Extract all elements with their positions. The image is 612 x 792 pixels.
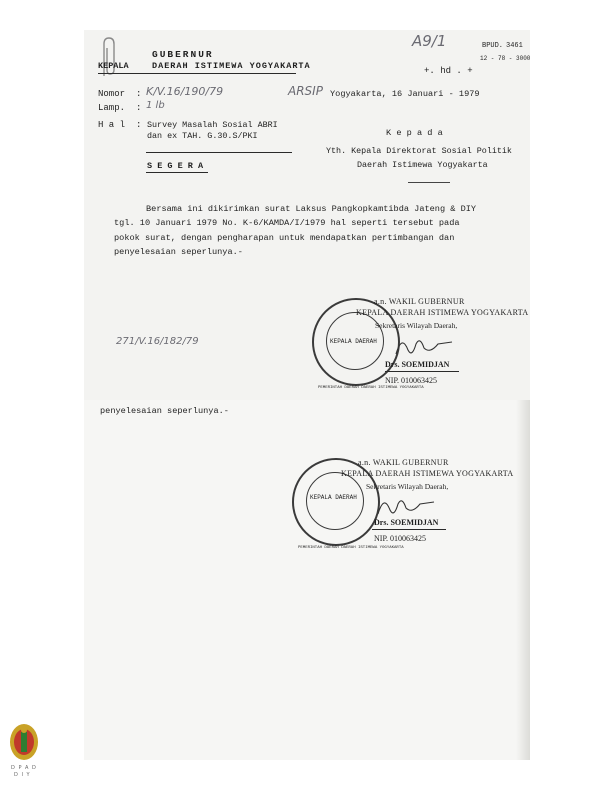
- body-line-4: penyelesaian seperlunya.-: [114, 247, 243, 257]
- sign-an: a.n. WAKIL GUBERNUR: [374, 297, 465, 306]
- copy-sign-nip: NIP. 010063425: [374, 534, 427, 543]
- bpud-label: BPUD.: [482, 42, 504, 50]
- copy-sign-title: KEPALA DAERAH ISTIMEWA YOGYAKARTA: [341, 469, 514, 478]
- sign-name: Drs. SOEMIDJAN: [385, 360, 450, 369]
- heading-title: GUBERNUR: [152, 49, 214, 60]
- body-line-2: tgl. 10 Januari 1979 No. K-6/KAMDA/I/1979 hal seperti tersebut pada: [114, 218, 460, 228]
- paperclip-icon: [96, 36, 122, 78]
- copy-signature-icon: [372, 492, 442, 520]
- letter-copy-page: [84, 400, 530, 760]
- recipient-line-2: Daerah Istimewa Yogyakarta: [357, 160, 488, 170]
- hal-line-2: dan ex TAH. G.30.S/PKI: [147, 131, 258, 141]
- body-line-3: pokok surat, dengan pengharapan untuk mendapatkan pertimbangan dan: [114, 233, 455, 243]
- nomor-label: Nomor: [98, 89, 126, 99]
- dpad-logo-text-2: D I Y: [14, 772, 31, 778]
- sign-name-underline: [385, 371, 459, 372]
- nomor-value: K/V.16/190/79: [146, 85, 224, 98]
- copy-sign-name-underline: [372, 529, 446, 530]
- dpad-logo-text-1: D P A D: [11, 765, 37, 771]
- recipient-underline: [408, 182, 450, 183]
- urgency-label: S E G E R A: [147, 161, 204, 171]
- heading-underline: [98, 73, 296, 74]
- copy-body-tail: penyelesaian seperlunya.-: [100, 406, 229, 416]
- stamp-center-text: KEPALA DAERAH: [330, 338, 377, 345]
- margin-note: 271/V.16/182/79: [116, 336, 199, 347]
- kepada-label: K e p a d a: [386, 128, 443, 138]
- dpad-logo-icon: [8, 722, 40, 764]
- copy-sign-role: Sekretaris Wilayah Daerah,: [366, 482, 449, 491]
- hal-label: H a l: [98, 120, 126, 130]
- copy-stamp-ring-text: PEMERINTAH DAERAH DAERAH ISTIMEWA YOGYAKARTA: [298, 546, 404, 550]
- bpud-code: 12 - 78 - 3000: [480, 55, 531, 62]
- hal-line-1: Survey Masalah Sosial ABRI: [147, 120, 278, 130]
- bpud-number: 3461: [506, 42, 523, 50]
- lamp-label: Lamp.: [98, 103, 126, 113]
- heading-region: DAERAH ISTIMEWA YOGYAKARTA: [152, 61, 311, 71]
- signature-icon: [390, 332, 460, 360]
- recipient-line-1: Yth. Kepala Direktorat Sosial Politik: [326, 146, 512, 156]
- sign-role: Sekretaris Wilayah Daerah,: [375, 321, 458, 330]
- copy-stamp-center-text: KEPALA DAERAH: [310, 494, 357, 501]
- lamp-value: 1 lb: [146, 100, 165, 111]
- sign-title: KEPALA DAERAH ISTIMEWA YOGYAKARTA: [356, 308, 529, 317]
- page-edge-shadow: [516, 400, 530, 760]
- stamp-ring-text: PEMERINTAH DAERAH DAERAH ISTIMEWA YOGYAKARTA: [318, 386, 424, 390]
- heading-kepala: KEPALA: [98, 61, 129, 71]
- place-date: Yogyakarta, 16 Januari - 1979: [330, 89, 480, 99]
- copy-sign-an: a.n. WAKIL GUBERNUR: [358, 458, 449, 467]
- urgency-underline: [146, 172, 208, 173]
- arsip-mark: ARSIP: [288, 84, 323, 98]
- sign-nip: NIP. 010063425: [385, 376, 438, 385]
- archive-handwritten: A9/1: [412, 32, 447, 50]
- ref-divider: [146, 152, 292, 153]
- body-line-1: Bersama ini dikirimkan surat Laksus Pangkopkamtibda Jateng & DIY: [146, 204, 477, 214]
- copy-sign-name: Drs. SOEMIDJAN: [374, 518, 439, 527]
- addressee-mark: +. hd . +: [424, 66, 473, 76]
